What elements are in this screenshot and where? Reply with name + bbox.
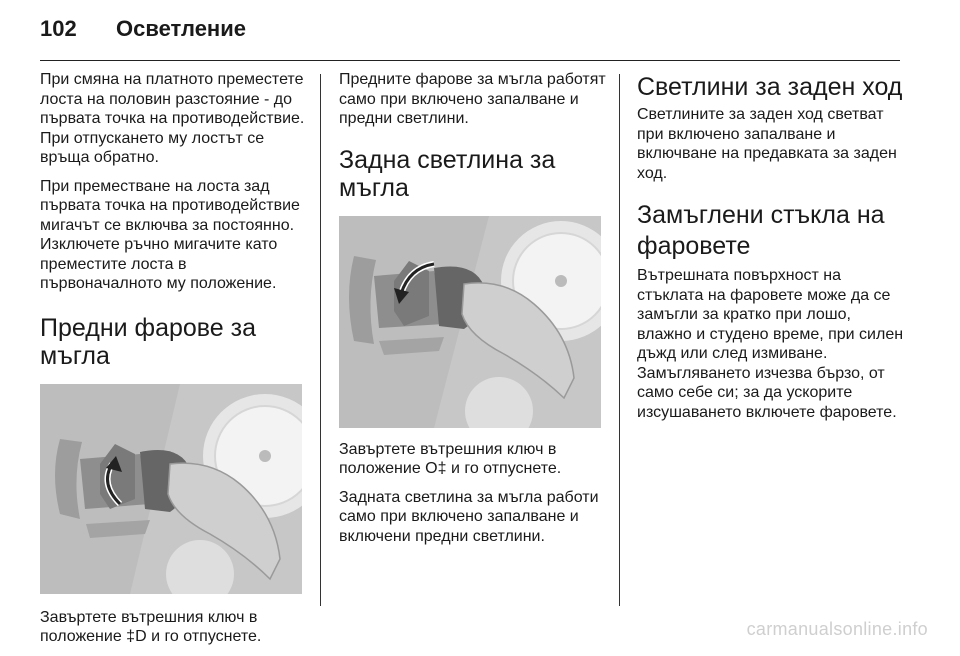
paragraph: При преместване на лоста зад първата точка на противодействие мигачът се включва за постоянно. Изключете ръчно мигачите като преместите лоста в първоначалното му положение. xyxy=(40,177,300,292)
section-heading: Светлини за заден ход xyxy=(637,73,903,101)
column-2 xyxy=(339,70,611,555)
caption: Завъртете вътрешния ключ в положение O‡ и го отпуснете. xyxy=(339,440,562,477)
paragraph: Задната светлина за мъгла работи само при включено запалване и включени предни светлини. xyxy=(339,488,599,545)
paragraph: Вътрешната повърхност на стъклата на фаровете може да се замъгли за кратко при лошо, влажно и студено време, при силен дъжд или след измиване. Замъгляването изчезва бързо, от само себе си; за да ускорите изсушаването включете фаровете. xyxy=(637,267,904,421)
page-number: 102 xyxy=(40,16,77,41)
header-rule xyxy=(40,60,900,61)
page-title: Осветление xyxy=(116,16,246,41)
paragraph: Светлините за заден ход светват при включено запалване и включване на предавката за заден ход. xyxy=(637,106,897,182)
front-fog-light-switch-illustration xyxy=(40,384,302,594)
section-heading: Предни фарове за мъгла xyxy=(40,313,257,370)
column-3 xyxy=(637,70,909,431)
column-divider-1 xyxy=(320,74,321,606)
paragraph: Предните фарове за мъгла работят само при включено запалване и предни светлини. xyxy=(339,71,606,127)
section-heading: Замъглени стъкла на фаровете xyxy=(637,201,885,260)
section-heading: Задна светлина за мъгла xyxy=(339,145,556,202)
caption: Завъртете вътрешния ключ в положение ‡D и го отпуснете. xyxy=(40,608,262,645)
paragraph: При смяна на платното преместете лоста на половин разстояние - до първата точка на противодействие. При отпускането му лостът се връща обратно. xyxy=(40,71,305,166)
column-1 xyxy=(40,70,312,656)
column-divider-2 xyxy=(619,74,620,606)
rear-fog-light-switch-illustration xyxy=(339,216,601,428)
footer-watermark: carmanualsonline.info xyxy=(746,619,928,639)
